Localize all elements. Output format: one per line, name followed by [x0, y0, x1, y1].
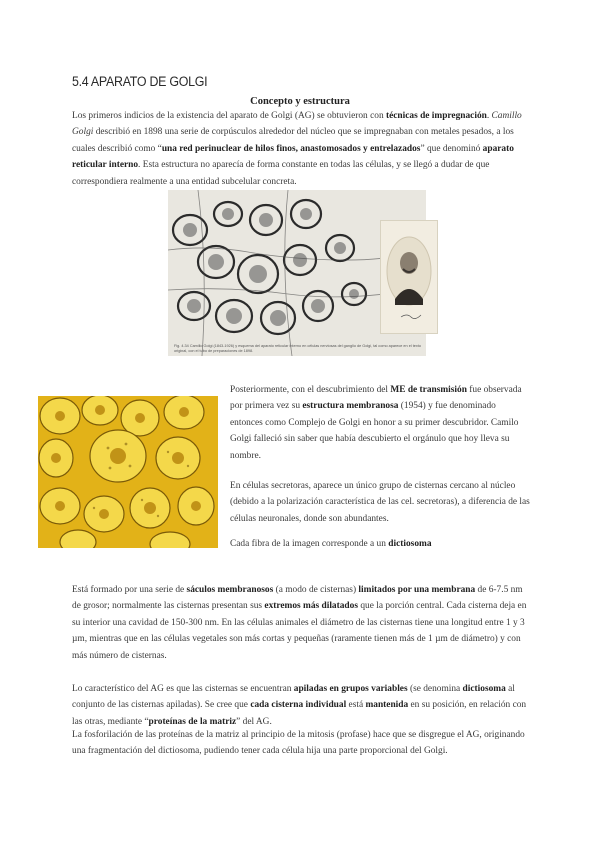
mitosis-paragraph: La fosforilación de las proteínas de la matriz al principio de la mitosis (profase) hace que se disgregue el AG, originando una fragmentación del dictiosoma, pudiendo tener cada célula hija una parte proporcional del Golgi.	[72, 730, 525, 757]
figure-caption: Fig. 4.34 Camillo Golgi (1843-1926) y esquema del aparato reticular interno en células nerviosas del ganglio de Golgi, tal como aparece en el texto original, con el tubo de preparaciones de 1898.	[174, 344, 421, 353]
stacking-paragraph: Lo característico del AG es que las cisternas se encuentran apiladas en grupos variables (se denomina dictiosoma al conjunto de las cisternas apiladas). Se cree que cada cisterna individual está mantenida en su posición, en relación con las otras, mediante “proteínas de la matriz” del AG.	[72, 684, 527, 727]
micrograph-image	[38, 396, 218, 548]
secretory-cells-paragraph: En células secretoras, aparece un único grupo de cisternas cercano al núcleo (debido a la polarización característica de las cel. secretoras), a diferencia de las células neuronales, donde son abundantes.	[230, 481, 530, 524]
section-title: 5.4 APARATO DE GOLGI	[72, 74, 208, 89]
em-discovery-paragraph: Posteriormente, con el descubrimiento del ME de transmisión fue observada por primera vez su estructura membranosa (1954) y fue denominado entonces como Complejo de Golgi en honor a su primer descubridor. Camilo Golgi falleció sin saber que había descubierto el orgánulo que hoy lleva su nombre.	[230, 385, 522, 461]
structure-paragraph: Está formado por una serie de sáculos membranosos (a modo de cisternas) limitados por una membrana de 6-7.5 nm de grosor; normalmente las cisternas presentan sus extremos más dilatados que la porción central. Cada cisterna deja en su interior una cavidad de 150-300 nm. En las células animales el diámetro de las cisternas tiene una longitud entre 1 y 3 µm, mientras que en las células vegetales son más cortas y pequeñas (raramente tienen más de 1 µm de diámetro) y con más número de cisternas.	[72, 585, 527, 661]
camillo-golgi-portrait	[380, 220, 438, 334]
subheading: Concepto y estructura	[250, 96, 350, 107]
dictyosome-note: Cada fibra de la imagen corresponde a un dictiosoma	[230, 539, 432, 549]
portrait-illustration	[381, 221, 437, 333]
dictyosome-micrograph	[38, 396, 218, 548]
intro-paragraph: Los primeros indicios de la existencia del aparato de Golgi (AG) se obtuvieron con técnicas de impregnación. Camillo Golgi describió en 1898 una serie de corpúsculos alrededor del núcleo que se impregnaban con metales pesados, a los cuales describió como “una red perinuclear de hilos finos, anastomosados y entrelazados” que denominó aparato reticular interno. Esta estructura no aparecía de forma constante en todas las células, y se llegó a dudar de que correspondiera realmente a una entidad subcelular concreta.	[72, 111, 522, 187]
